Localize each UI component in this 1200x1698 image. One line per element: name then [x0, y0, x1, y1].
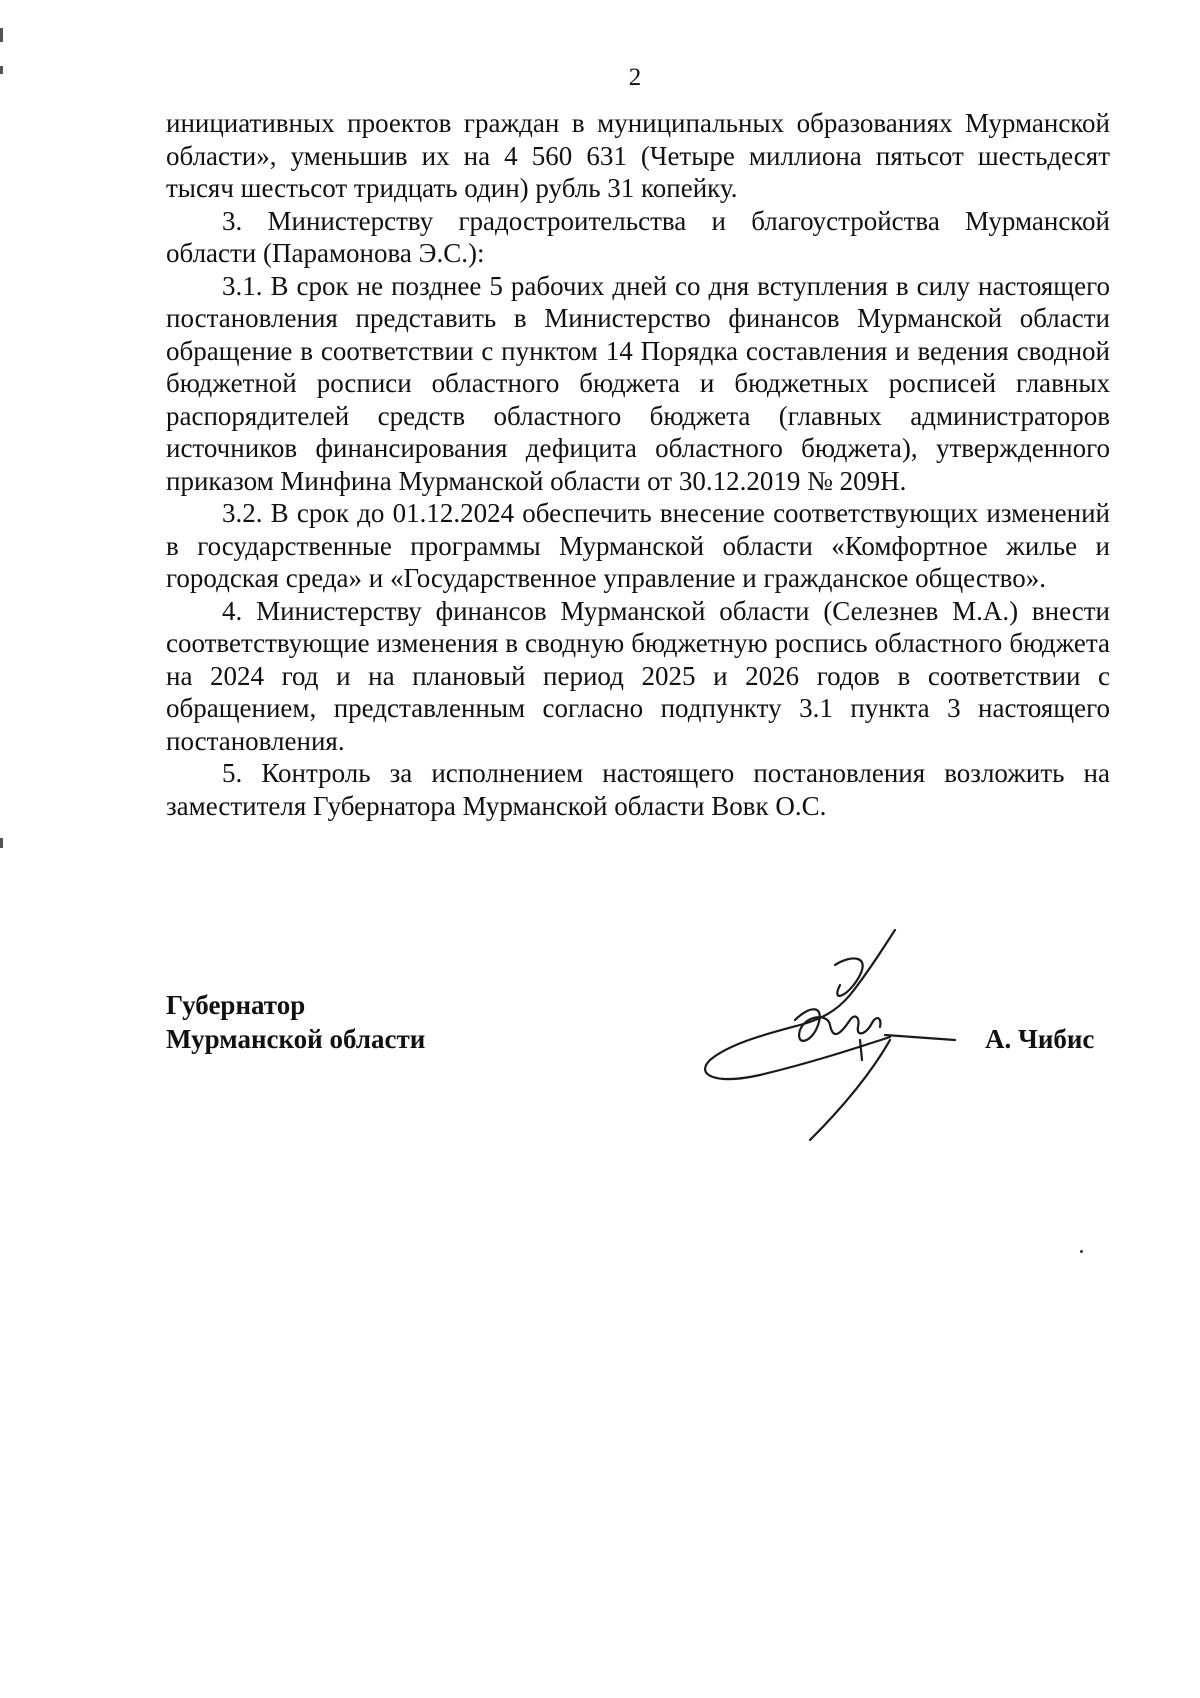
signature-stroke [885, 1035, 955, 1040]
paragraph-continuation: инициативных проектов граждан в муниципальных образованиях Мурманской области», уменьшив их на 4 560 631 (Четыре миллиона пятьсот шестьдесят тысяч шестьсот тридцать один) рубль 31 копейку. [166, 108, 1110, 203]
signatory-title-line2: Мурманской области [166, 1024, 426, 1054]
signature-stroke [795, 1009, 880, 1041]
paragraph-item-3-1: 3.1. В срок не позднее 5 рабочих дней со дня вступления в силу настоящего постановления представить в Министерство финансов Мурманской области обращение в соответствии с пунктом 14 Порядка составления и ведения сводной бюджетной росписи областного бюджета и бюджетных росписей главных распорядителей средств областного бюджета (главных администраторов источников финансирования дефицита областного бюджета), утвержденного приказом Минфина Мурманской области от 30.12.2019 № 209Н. [166, 270, 1110, 496]
paragraph-item-4: 4. Министерству финансов Мурманской области (Селезнев М.А.) внести соответствующие изменения в сводную бюджетную роспись областного бюджета на 2024 год и на плановый период 2025 и 2026 годов в соответствии с обращением, представленным согласно подпункту 3.1 пункта 3 настоящего постановления. [166, 595, 1110, 756]
scan-speck [1080, 1250, 1083, 1253]
handwritten-signature [700, 925, 990, 1155]
signatory-title-line1: Губернатор [166, 990, 306, 1020]
page-number: 2 [628, 64, 642, 91]
paragraph-item-3: 3. Министерству градостроительства и благоустройства Мурманской области (Парамонова Э.С.): [166, 205, 1110, 268]
signatory-name: А. Чибис [985, 1024, 1095, 1054]
paragraph-item-5: 5. Контроль за исполнением настоящего постановления возложить на заместителя Губернатора Мурманской области Вовк О.С. [166, 758, 1110, 821]
signature-stroke [705, 930, 895, 1079]
signature-stroke [810, 1040, 890, 1140]
scan-edge-mark [0, 28, 3, 42]
signatory-title [166, 988, 425, 1056]
paragraph-item-3-2: 3.2. В срок до 01.12.2024 обеспечить внесение соответствующих изменений в государственные программы Мурманской области «Комфортное жилье и городская среда» и «Государственное управление и гражданское общество». [166, 498, 1110, 593]
signature-stroke [835, 958, 863, 995]
scan-edge-mark [0, 838, 3, 848]
signature-stroke [860, 1040, 862, 1060]
document-body [166, 107, 1110, 822]
